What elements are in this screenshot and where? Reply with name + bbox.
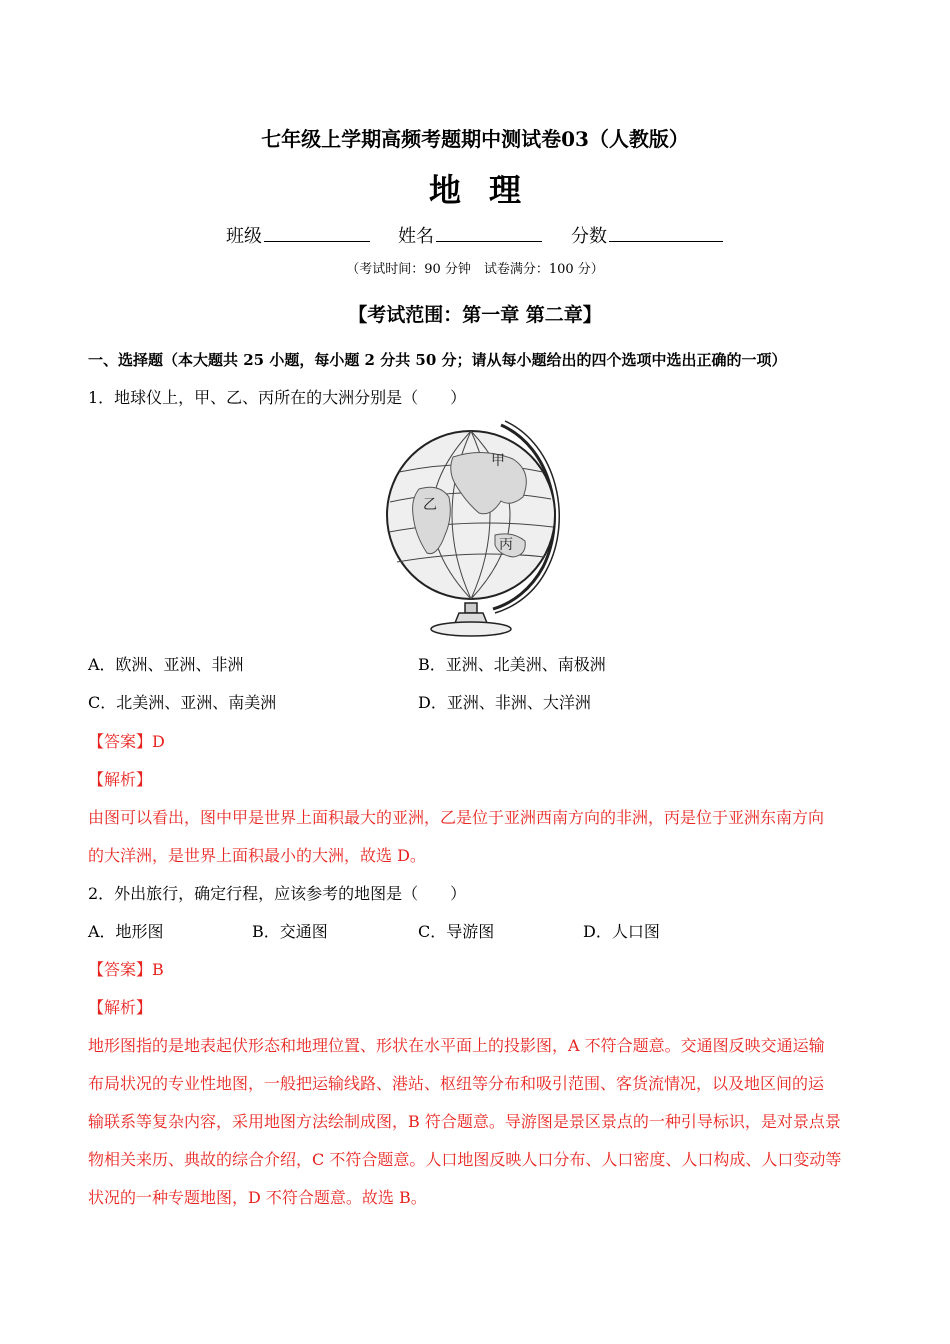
- q1-option-c: C．北美洲、亚洲、南美洲: [88, 693, 277, 712]
- subject-title: [0, 168, 950, 212]
- globe-figure: [383, 417, 569, 639]
- class-blank[interactable]: [264, 221, 370, 242]
- class-label: 班级: [226, 226, 262, 247]
- q1-analysis-tag: 【解析】: [88, 770, 153, 789]
- score-label: 分数: [571, 226, 607, 247]
- score-blank[interactable]: [609, 221, 723, 242]
- q2-option-c: C．导游图: [418, 922, 495, 941]
- q2-option-b: B．交通图: [252, 922, 328, 941]
- q1-analysis: [88, 799, 868, 875]
- q1-answer-tag: 【答案】: [88, 732, 153, 751]
- q2-analysis: [88, 1027, 868, 1217]
- class-field: [226, 221, 370, 251]
- exam-note: （考试时间：90 分钟 试卷满分：100 分）: [346, 262, 604, 277]
- q2-answer-value: B: [152, 960, 164, 979]
- label-bing: 丙: [499, 537, 513, 553]
- section-heading: 一、选择题（本大题共 25 小题，每小题 2 分共 50 分；请从每小题给出的四个选项中选出正确的一项）: [88, 351, 787, 369]
- q2-analysis-line: 输联系等复杂内容，采用地图方法绘制成图，B 符合题意。导游图是景区景点的一种引导标识，是对景点景: [88, 1112, 841, 1131]
- q2-analysis-line: 状况的一种专题地图，D 不符合题意。故选 B。: [88, 1188, 427, 1207]
- q2-analysis-line: 布局状况的专业性地图，一般把运输线路、港站、枢纽等分布和吸引范围、客货流情况，以及地区间的运: [88, 1074, 825, 1093]
- q1-option-d: D．亚洲、非洲、大洋洲: [418, 693, 591, 712]
- q1-answer: [88, 730, 165, 754]
- q2-analysis-line: 物相关来历、典故的综合介绍，C 不符合题意。人口地图反映人口分布、人口密度、人口构成、人口变动等: [88, 1150, 842, 1169]
- name-label: 姓名: [398, 226, 434, 247]
- question-2-stem: 2．外出旅行，确定行程，应该参考的地图是（ ）: [88, 884, 467, 903]
- q1-analysis-line: 由图可以看出，图中甲是世界上面积最大的亚洲，乙是位于亚洲西南方向的非洲，丙是位于亚洲东南方向: [88, 808, 825, 827]
- q1-analysis-line: 的大洋洲，是世界上面积最小的大洲，故选 D。: [88, 846, 426, 865]
- exam-title: 七年级上学期高频考题期中测试卷03（人教版）: [261, 127, 689, 151]
- q2-option-a: A．地形图: [88, 922, 164, 941]
- q2-answer-tag: 【答案】: [88, 960, 153, 979]
- q1-option-a: A．欧洲、亚洲、非洲: [88, 655, 244, 674]
- label-yi: 乙: [423, 497, 437, 513]
- score-field: [571, 221, 723, 251]
- subject-char-2: 理: [489, 171, 522, 209]
- exam-scope: 【考试范围：第一章 第二章】: [348, 304, 602, 326]
- q2-option-d: D．人口图: [583, 922, 660, 941]
- question-1-stem: 1．地球仪上，甲、乙、丙所在的大洲分别是（ ）: [88, 388, 467, 407]
- name-field: [398, 221, 542, 251]
- q2-analysis-tag: 【解析】: [88, 998, 153, 1017]
- subject-char-1: 地: [428, 171, 461, 209]
- q2-answer: [88, 958, 164, 982]
- q1-option-b: B．亚洲、北美洲、南极洲: [418, 655, 606, 674]
- q1-answer-value: D: [152, 732, 165, 751]
- label-jia: 甲: [491, 453, 505, 469]
- name-blank[interactable]: [436, 221, 542, 242]
- q2-analysis-line: 地形图指的是地表起伏形态和地理位置、形状在水平面上的投影图，A 不符合题意。交通图反映交通运输: [88, 1036, 825, 1055]
